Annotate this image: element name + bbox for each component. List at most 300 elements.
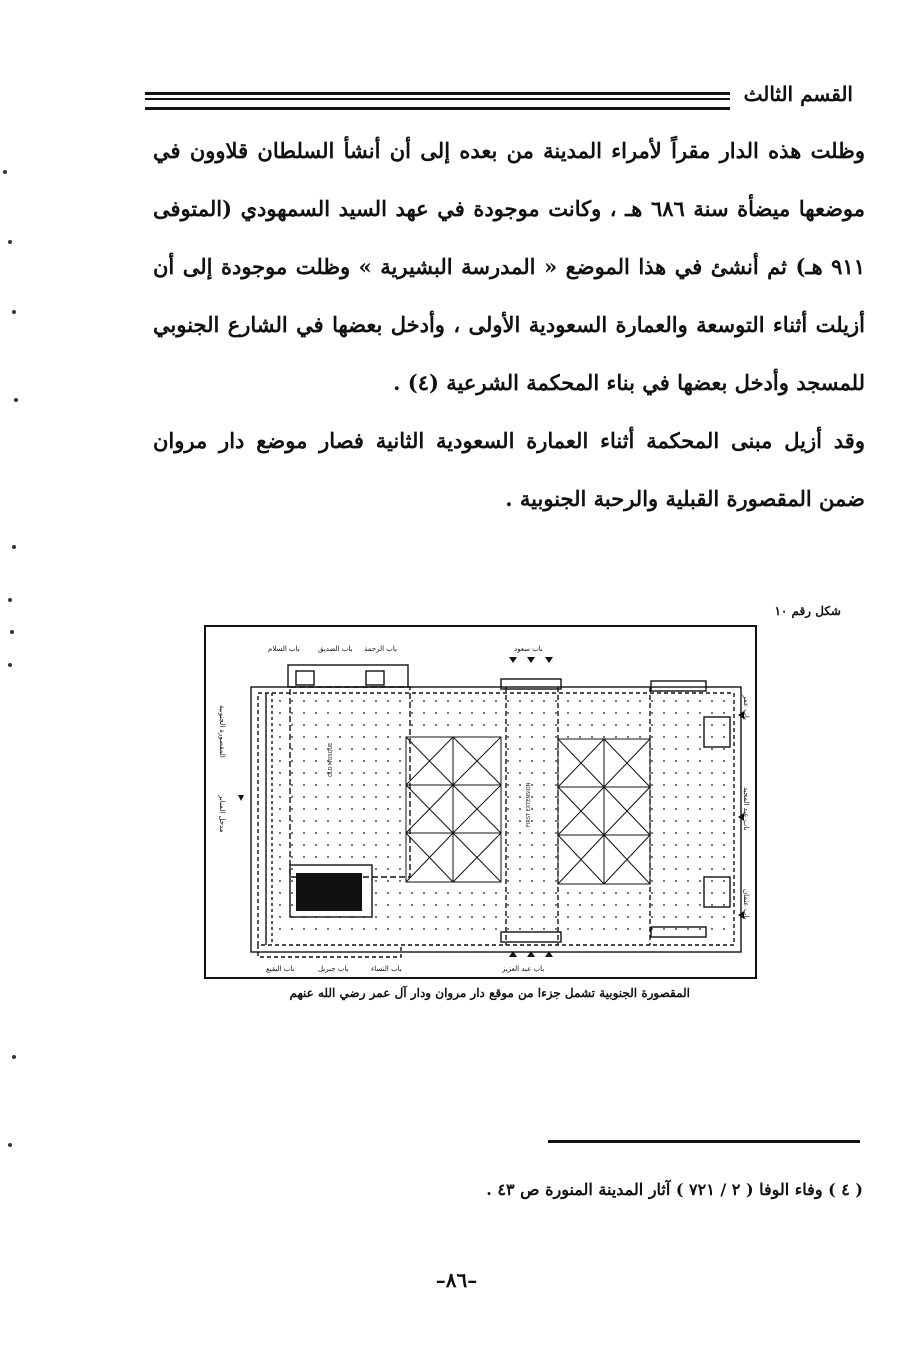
column-dot — [531, 700, 533, 702]
column-dot — [339, 784, 341, 786]
column-dot — [387, 844, 389, 846]
column-dot — [459, 724, 461, 726]
column-dot — [723, 928, 725, 930]
column-dot — [555, 892, 557, 894]
column-dot — [279, 700, 281, 702]
scan-mark — [12, 310, 16, 314]
scan-mark — [8, 1143, 12, 1147]
column-dot — [543, 856, 545, 858]
column-dot — [663, 904, 665, 906]
column-dot — [543, 904, 545, 906]
column-dot — [675, 760, 677, 762]
arrow-icon — [509, 657, 517, 663]
column-dot — [531, 904, 533, 906]
column-dot — [351, 784, 353, 786]
column-dot — [315, 844, 317, 846]
column-dot — [447, 712, 449, 714]
column-dot — [663, 868, 665, 870]
column-dot — [375, 712, 377, 714]
column-dot — [723, 904, 725, 906]
column-dot — [675, 736, 677, 738]
maqsura-block — [296, 873, 362, 911]
column-dot — [447, 724, 449, 726]
label-bab-siddiq: باب الصديق — [318, 645, 353, 653]
column-dot — [531, 724, 533, 726]
scan-mark — [8, 240, 12, 244]
column-dot — [555, 796, 557, 798]
bottom-arcade — [501, 932, 561, 942]
column-dot — [351, 796, 353, 798]
column-dot — [315, 808, 317, 810]
column-dot — [459, 928, 461, 930]
column-dot — [303, 796, 305, 798]
column-dot — [339, 928, 341, 930]
column-dot — [651, 832, 653, 834]
column-dot — [723, 724, 725, 726]
column-dot — [615, 712, 617, 714]
column-dot — [579, 916, 581, 918]
column-dot — [555, 856, 557, 858]
column-dot — [615, 736, 617, 738]
column-dot — [519, 892, 521, 894]
column-dot — [447, 700, 449, 702]
footnote-rule — [548, 1140, 860, 1143]
column-dot — [627, 892, 629, 894]
column-dot — [531, 856, 533, 858]
column-dot — [507, 832, 509, 834]
mosque-floor-plan — [204, 625, 757, 979]
column-dot — [543, 820, 545, 822]
column-dot — [699, 700, 701, 702]
column-dot — [507, 700, 509, 702]
column-dot — [675, 856, 677, 858]
column-dot — [699, 796, 701, 798]
column-dot — [495, 712, 497, 714]
column-dot — [723, 772, 725, 774]
column-dot — [495, 892, 497, 894]
column-dot — [279, 868, 281, 870]
column-dot — [375, 880, 377, 882]
column-dot — [279, 736, 281, 738]
outer-wall — [251, 687, 741, 952]
column-dot — [279, 748, 281, 750]
column-dot — [699, 760, 701, 762]
column-dot — [603, 892, 605, 894]
column-dot — [711, 700, 713, 702]
column-dot — [507, 856, 509, 858]
label-bab-abdulmajid: باب عبد المجيد — [742, 787, 750, 831]
column-dot — [291, 868, 293, 870]
column-dot — [543, 868, 545, 870]
column-dot — [279, 928, 281, 930]
column-dot — [531, 832, 533, 834]
column-dot — [447, 904, 449, 906]
column-dot — [327, 736, 329, 738]
column-dot — [579, 892, 581, 894]
column-dot — [315, 748, 317, 750]
column-dot — [723, 784, 725, 786]
column-dot — [603, 904, 605, 906]
column-dot — [723, 712, 725, 714]
column-dot — [723, 736, 725, 738]
column-dot — [507, 868, 509, 870]
column-dot — [303, 748, 305, 750]
column-dot — [663, 892, 665, 894]
column-dot — [339, 844, 341, 846]
column-dot — [291, 844, 293, 846]
column-dot — [639, 700, 641, 702]
column-dot — [363, 724, 365, 726]
column-dot — [303, 916, 305, 918]
column-dot — [519, 808, 521, 810]
column-dot — [723, 700, 725, 702]
column-dot — [507, 892, 509, 894]
figure-caption: المقصورة الجنوبية تشمل جزءا من موقع دار مروان ودار آل عمر رضي الله عنهم — [289, 986, 690, 1000]
column-dot — [579, 724, 581, 726]
column-dot — [303, 736, 305, 738]
column-dot — [639, 712, 641, 714]
column-dot — [579, 736, 581, 738]
column-dot — [423, 892, 425, 894]
column-dot — [327, 700, 329, 702]
column-dot — [663, 772, 665, 774]
column-dot — [351, 832, 353, 834]
column-dot — [675, 808, 677, 810]
column-dot — [351, 808, 353, 810]
column-dot — [567, 892, 569, 894]
column-dot — [687, 784, 689, 786]
column-dot — [591, 928, 593, 930]
courtyard-west — [406, 737, 501, 882]
label-bab-salam: باب السلام — [268, 645, 300, 653]
column-dot — [555, 760, 557, 762]
column-dot — [507, 748, 509, 750]
column-dot — [375, 748, 377, 750]
column-dot — [387, 856, 389, 858]
column-dot — [675, 712, 677, 714]
column-dot — [459, 916, 461, 918]
column-dot — [339, 832, 341, 834]
gate-tower — [296, 671, 314, 685]
column-dot — [687, 736, 689, 738]
column-dot — [675, 880, 677, 882]
top-arcade — [651, 681, 706, 691]
column-dot — [363, 856, 365, 858]
column-dot — [291, 796, 293, 798]
column-dot — [531, 892, 533, 894]
column-dot — [663, 856, 665, 858]
column-dot — [315, 700, 317, 702]
old-mosque-boundary — [290, 687, 410, 877]
column-dot — [291, 808, 293, 810]
column-dot — [615, 916, 617, 918]
column-dot — [663, 820, 665, 822]
column-dot — [387, 868, 389, 870]
column-dot — [663, 832, 665, 834]
column-dot — [411, 724, 413, 726]
label-bab-umar: باب عمر — [742, 695, 750, 720]
column-dot — [483, 916, 485, 918]
column-dot — [459, 712, 461, 714]
column-dot — [591, 904, 593, 906]
column-dot — [711, 880, 713, 882]
column-dot — [687, 820, 689, 822]
column-dot — [303, 712, 305, 714]
column-dot — [603, 724, 605, 726]
column-dot — [711, 820, 713, 822]
column-dot — [351, 724, 353, 726]
column-dot — [339, 748, 341, 750]
column-dot — [579, 700, 581, 702]
column-dot — [543, 784, 545, 786]
column-dot — [651, 808, 653, 810]
column-dot — [687, 916, 689, 918]
label-first-extension: FIRST EXTENSION — [526, 782, 532, 827]
column-dot — [471, 700, 473, 702]
column-dot — [363, 820, 365, 822]
column-dot — [663, 928, 665, 930]
column-dot — [675, 928, 677, 930]
column-dot — [651, 892, 653, 894]
column-dot — [363, 712, 365, 714]
column-dot — [711, 868, 713, 870]
column-dot — [363, 844, 365, 846]
column-dot — [543, 748, 545, 750]
column-dot — [687, 904, 689, 906]
column-dot — [411, 892, 413, 894]
column-dot — [279, 772, 281, 774]
column-dot — [315, 736, 317, 738]
column-dot — [327, 832, 329, 834]
column-dot — [687, 760, 689, 762]
column-dot — [399, 892, 401, 894]
column-dot — [687, 868, 689, 870]
column-dot — [567, 904, 569, 906]
column-dot — [507, 796, 509, 798]
column-dot — [339, 772, 341, 774]
column-dot — [471, 928, 473, 930]
header-rule — [145, 92, 730, 110]
column-dot — [279, 916, 281, 918]
column-dot — [519, 868, 521, 870]
column-dot — [663, 760, 665, 762]
column-dot — [399, 796, 401, 798]
column-dot — [687, 712, 689, 714]
column-dot — [447, 916, 449, 918]
column-dot — [723, 856, 725, 858]
column-dot — [615, 928, 617, 930]
scan-mark — [10, 630, 14, 634]
column-dot — [687, 724, 689, 726]
column-dot — [567, 916, 569, 918]
column-dot — [435, 712, 437, 714]
paragraph-1: وظلت هذه الدار مقراً لأمراء المدينة من بعده إلى أن أنشأ السلطان قلاوون في موضعها ميضأة سنة ٦٨٦ هـ ، وكانت موجودة في عهد السيد السمهودي (المتوفى ٩١١ هـ) ثم أنشئ في هذا الموضع « المدرسة البشيرية » وظلت موجودة إلى أن أزيلت أثناء التوسعة والعمارة السعودية الأولى ، وأدخل بعضها في الشارع الجنوبي للمسجد وأدخل بعضها في بناء المحكمة الشرعية (٤) . — [153, 138, 865, 395]
column-dot — [387, 760, 389, 762]
column-dot — [387, 904, 389, 906]
column-dot — [603, 916, 605, 918]
column-dot — [327, 928, 329, 930]
column-dot — [687, 832, 689, 834]
column-dot — [627, 712, 629, 714]
east-gate-block — [704, 877, 730, 907]
column-dot — [579, 928, 581, 930]
column-dot — [711, 916, 713, 918]
column-dot — [687, 748, 689, 750]
column-dot — [351, 712, 353, 714]
column-dot — [315, 916, 317, 918]
column-dot — [399, 916, 401, 918]
column-dot — [675, 820, 677, 822]
column-dot — [651, 748, 653, 750]
column-dot — [615, 892, 617, 894]
column-dot — [387, 724, 389, 726]
column-dot — [315, 724, 317, 726]
column-dot — [651, 784, 653, 786]
column-dot — [315, 784, 317, 786]
column-dot — [399, 868, 401, 870]
column-dot — [711, 760, 713, 762]
column-dot — [519, 712, 521, 714]
column-dot — [531, 772, 533, 774]
column-dot — [399, 748, 401, 750]
column-dot — [663, 712, 665, 714]
column-dot — [507, 784, 509, 786]
column-dot — [507, 760, 509, 762]
column-dot — [507, 880, 509, 882]
column-dot — [651, 760, 653, 762]
column-dot — [291, 820, 293, 822]
column-dot — [291, 904, 293, 906]
column-dot — [543, 736, 545, 738]
column-dot — [663, 880, 665, 882]
label-bab-uthman: باب عثمان — [742, 889, 750, 920]
column-dot — [543, 724, 545, 726]
column-dot — [723, 916, 725, 918]
column-dot — [495, 928, 497, 930]
label-bab-rahma: باب الرحمة — [364, 645, 397, 653]
column-dot — [567, 736, 569, 738]
column-dot — [675, 772, 677, 774]
column-dot — [555, 880, 557, 882]
column-dot — [675, 868, 677, 870]
column-dot — [483, 904, 485, 906]
column-dot — [579, 712, 581, 714]
column-dot — [591, 712, 593, 714]
column-dot — [543, 844, 545, 846]
column-dot — [399, 880, 401, 882]
column-dot — [375, 736, 377, 738]
column-dot — [651, 844, 653, 846]
column-dot — [303, 808, 305, 810]
column-dot — [303, 784, 305, 786]
column-dot — [399, 724, 401, 726]
column-dot — [711, 808, 713, 810]
column-dot — [699, 856, 701, 858]
column-dot — [315, 796, 317, 798]
column-dot — [675, 844, 677, 846]
column-dot — [579, 904, 581, 906]
column-dot — [531, 736, 533, 738]
column-dot — [279, 904, 281, 906]
column-dot — [675, 796, 677, 798]
column-dot — [387, 700, 389, 702]
column-dot — [591, 736, 593, 738]
column-dot — [651, 820, 653, 822]
column-dot — [339, 916, 341, 918]
column-dot — [339, 808, 341, 810]
gate-tower — [366, 671, 384, 685]
arrow-icon — [545, 657, 553, 663]
column-dot — [627, 904, 629, 906]
column-dot — [567, 712, 569, 714]
column-dot — [279, 784, 281, 786]
column-dot — [411, 904, 413, 906]
column-dot — [435, 892, 437, 894]
column-dot — [519, 928, 521, 930]
column-dot — [507, 928, 509, 930]
column-dot — [399, 904, 401, 906]
label-maqsura: المقصورة الجنوبية — [218, 705, 226, 758]
column-dot — [639, 892, 641, 894]
bottom-arcade — [651, 927, 706, 937]
column-dot — [627, 928, 629, 930]
column-dot — [507, 724, 509, 726]
column-dot — [363, 916, 365, 918]
column-dot — [339, 712, 341, 714]
column-dot — [279, 820, 281, 822]
column-dot — [363, 832, 365, 834]
column-dot — [399, 760, 401, 762]
column-dot — [339, 796, 341, 798]
column-dot — [339, 760, 341, 762]
column-dot — [315, 820, 317, 822]
column-dot — [603, 928, 605, 930]
column-dot — [699, 784, 701, 786]
figure-label: شكل رقم ١٠ — [774, 604, 841, 618]
column-dot — [519, 832, 521, 834]
column-dot — [483, 928, 485, 930]
scan-mark — [14, 398, 18, 402]
column-dot — [555, 928, 557, 930]
column-dot — [447, 928, 449, 930]
column-dot — [399, 856, 401, 858]
column-dot — [687, 844, 689, 846]
column-dot — [291, 772, 293, 774]
column-dot — [519, 904, 521, 906]
column-dot — [495, 904, 497, 906]
column-dot — [711, 832, 713, 834]
arrow-icon — [527, 657, 535, 663]
column-dot — [351, 928, 353, 930]
column-dot — [363, 784, 365, 786]
column-dot — [291, 748, 293, 750]
column-dot — [303, 724, 305, 726]
column-dot — [375, 856, 377, 858]
column-dot — [363, 760, 365, 762]
column-dot — [303, 760, 305, 762]
column-dot — [531, 712, 533, 714]
column-dot — [327, 712, 329, 714]
column-dot — [363, 808, 365, 810]
column-dot — [615, 700, 617, 702]
column-dot — [507, 772, 509, 774]
column-dot — [459, 892, 461, 894]
column-dot — [555, 868, 557, 870]
column-dot — [663, 736, 665, 738]
arrow-icon — [238, 795, 244, 801]
column-dot — [375, 892, 377, 894]
column-dot — [387, 772, 389, 774]
